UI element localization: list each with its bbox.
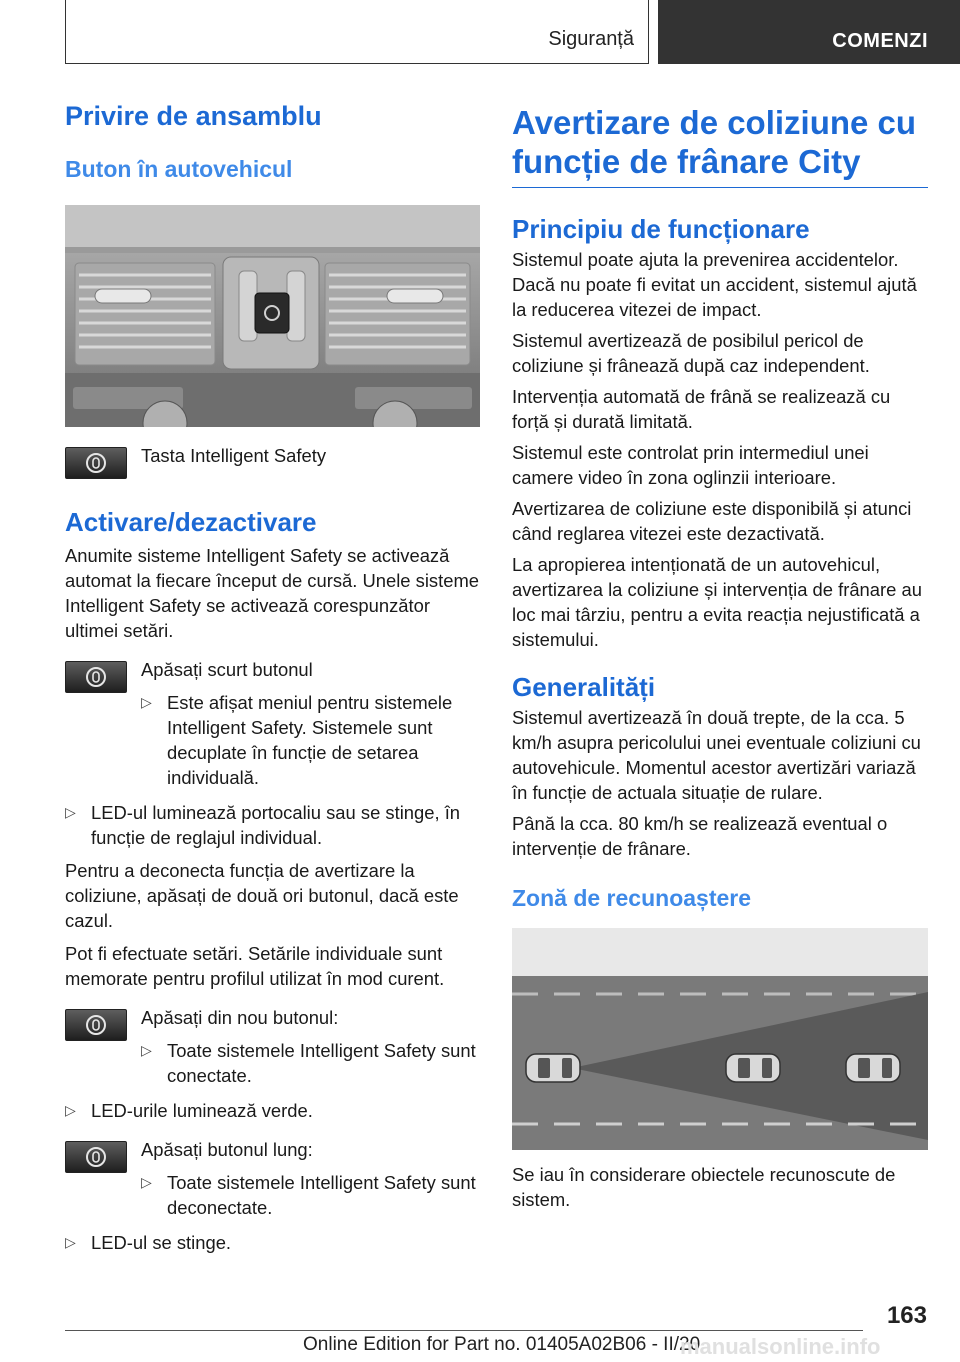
- principle-para-2: Sistemul avertizează de posibilul pericol de coliziune și frânează după caz independent.: [512, 330, 870, 377]
- intelligent-safety-caption: Tasta Intelligent Safety: [141, 445, 327, 467]
- detection-zone-diagram: [512, 928, 928, 1150]
- generalities-para-1: Sistemul avertizează în două trepte, de la cca. 5 km/h asupra pericolului unei eventuale coliziuni cu autovehicule. Momentul acestor avertizări variază în funcție de actuala situație de rulare.: [512, 707, 921, 804]
- generalities-heading: Generalități: [512, 672, 656, 703]
- triangle-bullet-icon: ▷: [141, 693, 152, 710]
- triangle-bullet-icon: ▷: [65, 1233, 76, 1250]
- press-again-step: [65, 1005, 480, 1088]
- edition-footer: Online Edition for Part no. 01405A02B06 - II/20: [303, 1334, 701, 1355]
- settings-memory-para: Pot fi efectuate setări. Setările individuale sunt memorate pentru profilul utilizat în mod curent.: [65, 942, 445, 989]
- button-location-subtitle: Buton în autovehicul: [65, 156, 293, 183]
- press-again-result: [141, 1038, 480, 1088]
- principle-para-3: Intervenția automată de frână se realizează cu forță și durată limitată.: [512, 386, 891, 433]
- triangle-bullet-icon: ▷: [141, 1173, 152, 1190]
- page-number: 163: [886, 1302, 927, 1329]
- intelligent-safety-button-icon: [65, 1141, 127, 1173]
- long-press-result: [141, 1170, 480, 1220]
- intelligent-safety-button-icon: [65, 1009, 127, 1041]
- intelligent-safety-button-icon: [65, 447, 127, 479]
- short-press-action: Apăsați scurt butonul: [141, 658, 313, 680]
- dashboard-button-photo: [65, 205, 480, 427]
- short-press-result: [141, 690, 480, 790]
- left-column: [65, 100, 480, 1255]
- triangle-bullet-icon: ▷: [65, 803, 76, 820]
- led-state-2-text: LED-urile luminează verde.: [91, 1099, 313, 1121]
- principle-para-4: Sistemul este controlat prin intermediul unei camere video în zona oglinzii interioare.: [512, 442, 869, 489]
- detection-zone-illustration: [512, 928, 928, 1150]
- led-state-3-text: LED-ul se stinge.: [91, 1231, 232, 1253]
- press-again-action: Apăsați din nou butonul:: [141, 1006, 339, 1028]
- long-press-result-text: Toate sistemele Intelligent Safety sunt deconectate.: [167, 1171, 476, 1218]
- press-again-result-text: Toate sistemele Intelligent Safety sunt conectate.: [167, 1039, 476, 1086]
- header-section-box: [65, 0, 649, 64]
- overview-title: Privire de ansamblu: [65, 101, 322, 131]
- intelligent-safety-key-caption: [65, 443, 480, 479]
- generalities-para-2: Până la cca. 80 km/h se realizează eventual o intervenție de frânare.: [512, 813, 888, 860]
- activation-heading: Activare/dezactivare: [65, 507, 317, 538]
- deconnect-warning-para: Pentru a deconecta funcția de avertizare la coliziune, apăsați de două ori butonul, dacă este cazul.: [65, 859, 459, 931]
- activation-intro: Anumite sisteme Intelligent Safety se activează automat la fiecare început de cursă. Unele sisteme Intelligent Safety se activează corespunzător ultimei setări.: [65, 544, 480, 641]
- long-press-action: Apăsați butonul lung:: [141, 1138, 313, 1160]
- led-state-3: [65, 1230, 480, 1255]
- detection-zone-subheading: Zonă de recunoaștere: [512, 885, 752, 912]
- function-principle-heading: Principiu de funcționare: [512, 214, 810, 245]
- right-column: [512, 104, 928, 1212]
- principle-para-6: La apropierea intenționată de un autovehicul, avertizarea la coliziune și intervenția de frânare au loc mai târziu, pentru a evita reacția nejustificată a sistemului.: [512, 554, 922, 651]
- dashboard-illustration: [65, 205, 480, 427]
- short-press-step: [65, 657, 480, 790]
- footer-rule: [65, 1330, 863, 1331]
- led-state-1: [65, 800, 480, 850]
- collision-warning-title: Avertizare de coliziune cu funcție de frânare City: [512, 104, 917, 180]
- header-chapter-tab[interactable]: [658, 0, 960, 64]
- title-rule: [512, 187, 928, 188]
- long-press-step: [65, 1137, 480, 1220]
- short-press-result-text: Este afișat meniul pentru sistemele Intelligent Safety. Sistemele sunt decuplate în funcție de setarea individuală.: [167, 691, 453, 788]
- triangle-bullet-icon: ▷: [141, 1041, 152, 1058]
- detection-zone-caption: Se iau în considerare obiectele recunoscute de sistem.: [512, 1164, 896, 1211]
- site-watermark: manualsonline.info: [680, 1334, 881, 1359]
- led-state-1-text: LED-ul luminează portocaliu sau se stinge, în funcție de reglajul individual.: [91, 801, 461, 848]
- led-state-2: [65, 1098, 480, 1123]
- triangle-bullet-icon: ▷: [65, 1101, 76, 1118]
- header-chapter-label: COMENZI: [832, 30, 928, 52]
- header-section-title: Siguranță: [548, 28, 634, 50]
- intelligent-safety-button-icon: [65, 661, 127, 693]
- principle-para-1: Sistemul poate ajuta la prevenirea accidentelor. Dacă nu poate fi evitat un accident, sistemul ajută la reducerea vitezei de impact.: [512, 249, 917, 321]
- principle-para-5: Avertizarea de coliziune este disponibilă și atunci când reglarea vitezei este dezactivată.: [512, 498, 912, 545]
